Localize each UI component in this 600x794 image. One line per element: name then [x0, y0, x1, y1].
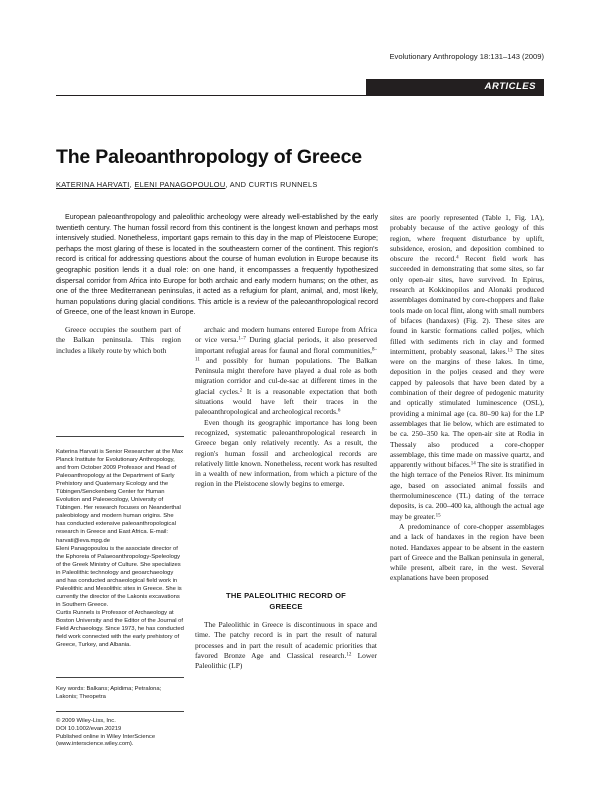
section-label: ARTICLES	[366, 79, 544, 95]
citation-ref[interactable]: 1–7	[238, 336, 246, 342]
text-run: It is a reasonable expectation that both situations would have left their traces in the paleoanthropological and archeological records.	[195, 386, 377, 417]
citation-ref[interactable]: 13	[507, 348, 513, 354]
citation-ref[interactable]: 12	[346, 652, 352, 658]
citation-ref[interactable]: 4	[456, 255, 459, 261]
copyright-block	[56, 718, 184, 749]
author-separator: ,	[129, 180, 135, 189]
text-run: sites are poorly represented (Table 1, Fig. 1A), probably because of the active geology of this region, where frequent disturbance by uplift, subsidence, erosion, and deposition combined to obscure the record.	[390, 213, 544, 264]
column-middle	[195, 325, 377, 490]
bio-panagopoulou: Eleni Panagopoulou is the associate director of the Ephoreia of Palaeoanthropology-Speleology of the Greek Ministry of Culture. She specializes in Paleolithic technology and geoarchaeology and has conducted archaeological field work in Paleolithic and Mesolithic sites in Greece. She is currently the director of the Lakonis excavations in Southern Greece.	[56, 545, 182, 608]
text-run: and possibly for human populations. The Balkan Peninsula might therefore have played a dual role as both migration corridor and cul-de-sac at different times in the glacial cycles.	[195, 355, 377, 396]
citation-ref[interactable]: 2	[239, 388, 243, 394]
body-paragraph	[195, 620, 377, 671]
body-paragraph: Even though its geographic importance has long been recognized, systematic paleoanthropological research in Greece began only relatively recently. As a result, the region's human fossil and archeological records are relatively little known. Nonetheless, recent work has resulted in a wealth of new information, from which a picture of the region in the Pleistocene slowly begins to emerge.	[195, 417, 377, 489]
column-right	[390, 213, 544, 584]
body-paragraph: A predominance of core-chopper assemblages and a lack of handaxes in the region have been noted. Handaxes appear to be absent in the eastern part of Greece and the Balkan peninsula in general, while present, albeit rare, in the west. Several explanations have been proposed	[390, 521, 544, 583]
author-separator-final: , AND CURTIS RUNNELS	[225, 180, 318, 189]
intro-paragraph: Greece occupies the southern part of the Balkan peninsula. This region includes a likely route by which both	[56, 325, 181, 355]
bio-harvati: Katerina Harvati is Senior Researcher at the Max Planck Institute for Evolutionary Anthropology, and from October 2009 Professor and Head of Paleoanthropology at the Department of Early Prehistory and Quaternary Ecology and the Tübingen/Senckenberg Center for Human Evolution and Paleoecology, University of Tübingen. Her research focuses on Neanderthal paleobiology and modern human origins. She has conducted extensive paleoanthropological research in Greece and East Africa. E-mail: harvati@eva.mpg.de	[56, 449, 183, 544]
bio-bottom-rule	[56, 677, 184, 678]
citation-ref[interactable]: 15	[435, 513, 441, 519]
text-run: During glacial periods, it also preserved important refugial areas for faunal and floral communities,	[195, 335, 377, 355]
text-run: Recent field work has succeeded in demonstrating that some sites, so far only open-air sites, have survived. In Epirus, research at Kokkinopilos and Alonaki produced assemblages dominated by core-choppers and flake tools made on local flint, along with small numbers of bifaces (handaxes) (Fig. 2). These sites are found in karstic formations called poljes, which filled with sediments rich in clay and formed intermittent, probably seasonal, lakes.	[390, 254, 544, 356]
column-middle-lower	[195, 620, 377, 671]
author-bios	[56, 448, 184, 649]
heading-line: GREECE	[269, 601, 303, 611]
bio-runnels: Curtis Runnels is Professor of Archaeology at Boston University and the Editor of the Journal of Field Archaeology. Since 1973, he has conducted field work connected with the early prehistory of Greece, Turkey, and Albania.	[56, 609, 184, 649]
author-list	[56, 180, 318, 189]
body-paragraph	[390, 213, 544, 522]
text-run: The sites were on the margins of these lakes. In time, deposition in the poljes ceased and they were capped by paleosols that have been dated by a combination of their degree of pedogenic maturity and optically stimulated luminescence (OSL), providing a minimal age (ca. 80–90 ka) for the LP assemblages that lie below, which are estimated to be ca. 250–350 ka. The open-air site at Rodia in Thessaly also produced a core-chopper assemblage, this time made on massive quartz, and apparently without bifaces.	[390, 346, 544, 470]
author-link-panagopoulou[interactable]: ELENI PANAGOPOULOU	[134, 180, 226, 189]
text-run: archaic and modern humans entered Europe from Africa or vice versa.	[195, 325, 377, 345]
keywords: Key words: Balkans; Apidima; Petralona; Lakonis; Theopetra	[56, 686, 162, 700]
column-left	[56, 325, 181, 356]
header-rule	[56, 95, 544, 96]
copyright-line: © 2009 Wiley-Liss, Inc.	[56, 718, 116, 724]
abstract: European paleoanthropology and paleolithic archeology were already well-established by the early twentieth century. The human fossil record from this continent is the longest known and perhaps most intensively studied. Nonetheless, important gaps remain to this day in the map of Pleistocene Europe; perhaps the most glaring of these is located in the southeastern corner of the continent. This region's record is critical for addressing questions about the course of human evolution in Europe because its geographic position lends it a dual role: on one hand, it encompasses a frequently hypothesized dispersal corridor from Africa into Europe for both archaic and early modern humans; on the other, as one of the three Mediterranean peninsulas, it acted as a refugium for plant, animal, and, most likely, human populations during glacial conditions. This article is a review of the paleoanthropological record of Greece, one of the least known in Europe.	[56, 214, 378, 317]
author-link-harvati[interactable]: KATERINA HARVATI	[56, 180, 130, 189]
keywords-rule	[56, 711, 184, 712]
text-run: Lower Paleolithic (LP)	[195, 650, 377, 671]
website-link[interactable]: (www.interscience.wiley.com).	[56, 741, 134, 748]
doi-line: DOI 10.1002/evan.20219	[56, 725, 122, 732]
citation-ref[interactable]: 8–11	[195, 347, 377, 363]
body-paragraph	[195, 325, 377, 418]
citation-ref[interactable]: 6	[337, 408, 341, 414]
section-heading	[195, 591, 377, 612]
bio-top-rule	[56, 436, 184, 437]
journal-header: Evolutionary Anthropology 18:131–143 (2009)	[389, 52, 544, 61]
text-run: The Paleolithic in Greece is discontinuous in space and time. The patchy record is in part the result of natural processes and in part the result of academic priorities that favored Bronze Age and Classical research.	[195, 620, 377, 660]
heading-line: THE PALEOLITHIC RECORD OF	[225, 591, 347, 600]
published-line: Published online in Wiley InterScience	[56, 733, 156, 740]
article-title: The Paleoanthropology of Greece	[56, 146, 362, 168]
text-run: The site is stratified in the high terrace of the Peneios River. Its minimum age, based on associated animal fossils and thermoluminescence (TL) dating of the terrace deposits, is ca. 200–400 ka, although the actual age may be greater.	[390, 460, 544, 521]
citation-ref[interactable]: 14	[470, 461, 476, 467]
